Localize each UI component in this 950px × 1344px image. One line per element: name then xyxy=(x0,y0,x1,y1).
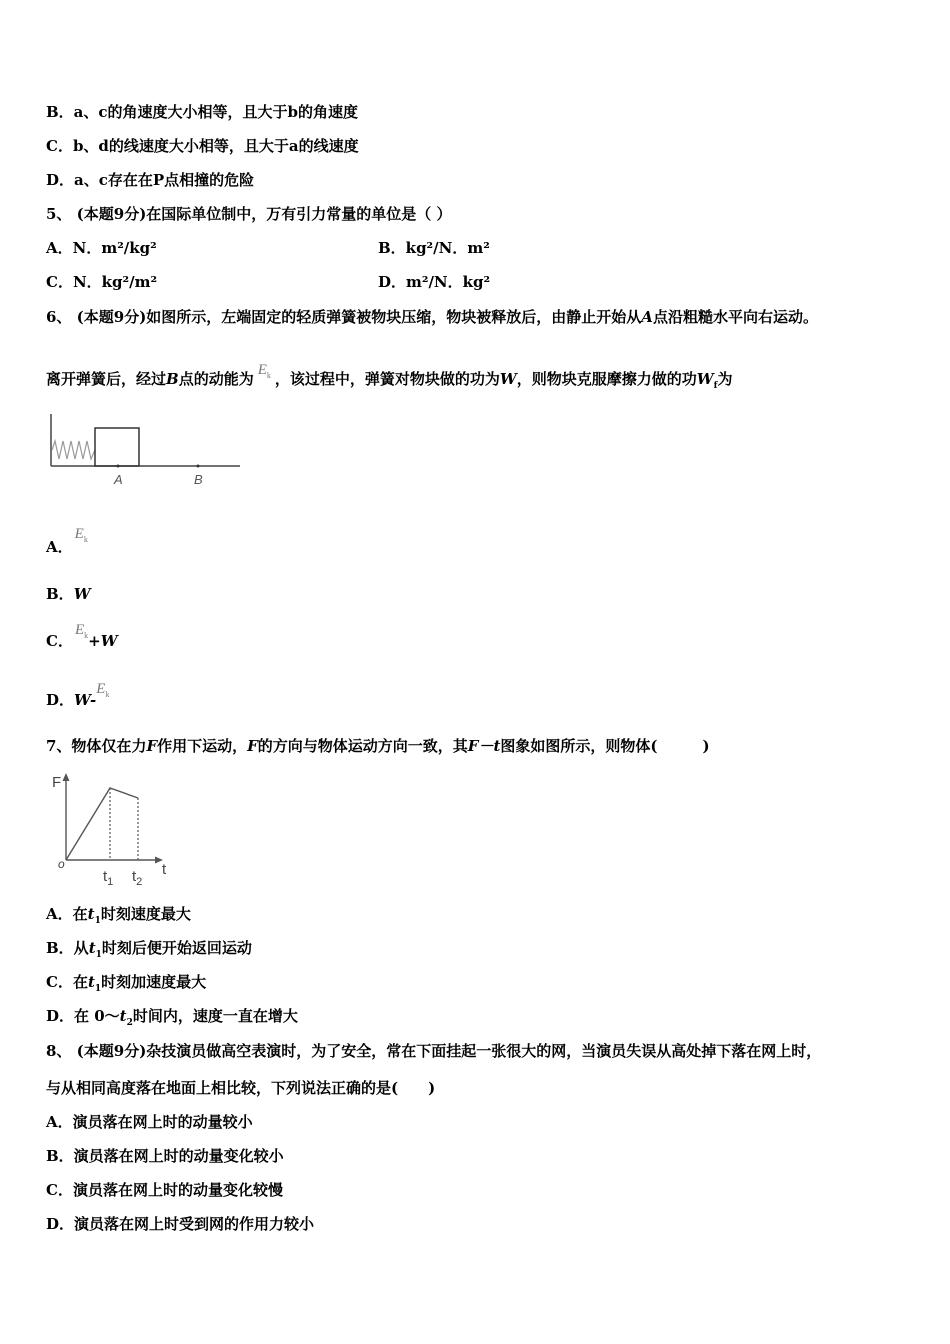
point-a-dot xyxy=(117,465,120,468)
label-t1: $t_1$ xyxy=(103,868,114,888)
force-time-graph xyxy=(46,768,186,890)
q6-option-c: C．$E_k+W$ xyxy=(46,622,118,650)
q7-option-c: C．在$t_1$时刻加速度最大 xyxy=(46,973,207,994)
q8-option-d: D．演员落在网上时受到网的作用力较小 xyxy=(46,1215,315,1233)
force-curve xyxy=(66,788,138,860)
spring-shape xyxy=(52,441,95,459)
q5-option-a: A．N．m²/kg² xyxy=(46,239,157,257)
label-b: B xyxy=(194,472,203,487)
ek-symbol: $E_k$ xyxy=(257,362,271,380)
q5-option-b: B．kg²/N．m² xyxy=(378,239,490,257)
q6-option-d: D．$W-E_k$ xyxy=(46,681,110,709)
q6-stem-line2: 离开弹簧后，经过B点的动能为 $E_k$ ，该过程中，弹簧对物块做的功为W，则物块克服摩擦力做的功$W_f$为 xyxy=(46,362,733,391)
q7-stem: 7、物体仅在力F作用下运动，F的方向与物体运动方向一致，其F－t图象如图所示，则物体( ) xyxy=(46,737,710,755)
q6-option-a: A．$E_k$ xyxy=(46,526,88,556)
q4-option-b: B．a、c的角速度大小相等，且大于b的角速度 xyxy=(46,103,359,121)
label-origin: o xyxy=(58,857,65,871)
q4-option-c: C．b、d的线速度大小相等，且大于a的线速度 xyxy=(46,137,359,155)
label-a: A xyxy=(114,472,123,487)
ek-symbol: $E_k$ xyxy=(74,526,88,544)
q8-option-a: A．演员落在网上时的动量较小 xyxy=(46,1113,253,1131)
q7-option-d: D．在 $0\sim t_2$时间内，速度一直在增大 xyxy=(46,1007,298,1028)
label-f: F xyxy=(52,774,62,791)
q5-option-d: D．m²/N．kg² xyxy=(378,273,491,291)
label-t: t xyxy=(162,861,167,878)
q8-option-c: C．演员落在网上时的动量变化较慢 xyxy=(46,1181,283,1199)
q8-option-b: B．演员落在网上时的动量变化较小 xyxy=(46,1147,284,1165)
block-shape xyxy=(95,428,139,466)
ek-symbol: $E_k$ xyxy=(96,681,110,699)
q4-option-d: D．a、c存在在P点相撞的危险 xyxy=(46,171,255,189)
q6-stem-line1: 6、 (本题9分)如图所示，左端固定的轻质弹簧被物块压缩，物块被释放后，由静止开始从A点沿粗糙水平向右运动。 xyxy=(46,308,818,326)
q5-option-c: C．N．kg²/m² xyxy=(46,273,158,291)
ek-symbol: $E_k$ xyxy=(74,622,89,640)
q7-option-b: B．从$t_1$时刻后便开始返回运动 xyxy=(46,939,252,960)
q8-stem-line2: 与从相同高度落在地面上相比较，下列说法正确的是( ) xyxy=(46,1079,436,1097)
q8-stem-line1: 8、 (本题9分)杂技演员做高空表演时，为了安全，常在下面挂起一张很大的网，当演员失误从高处掉下落在网上时， xyxy=(46,1042,822,1060)
q7-option-a: A．在$t_1$时刻速度最大 xyxy=(46,905,191,926)
spring-block-figure xyxy=(40,408,250,490)
q6-option-b: B．W xyxy=(46,585,91,603)
point-b-dot xyxy=(197,465,200,468)
f-axis-arrow xyxy=(63,773,70,781)
label-t2: $t_2$ xyxy=(132,868,143,888)
q5-stem: 5、 (本题9分)在国际单位制中，万有引力常量的单位是（ ） xyxy=(46,205,452,223)
